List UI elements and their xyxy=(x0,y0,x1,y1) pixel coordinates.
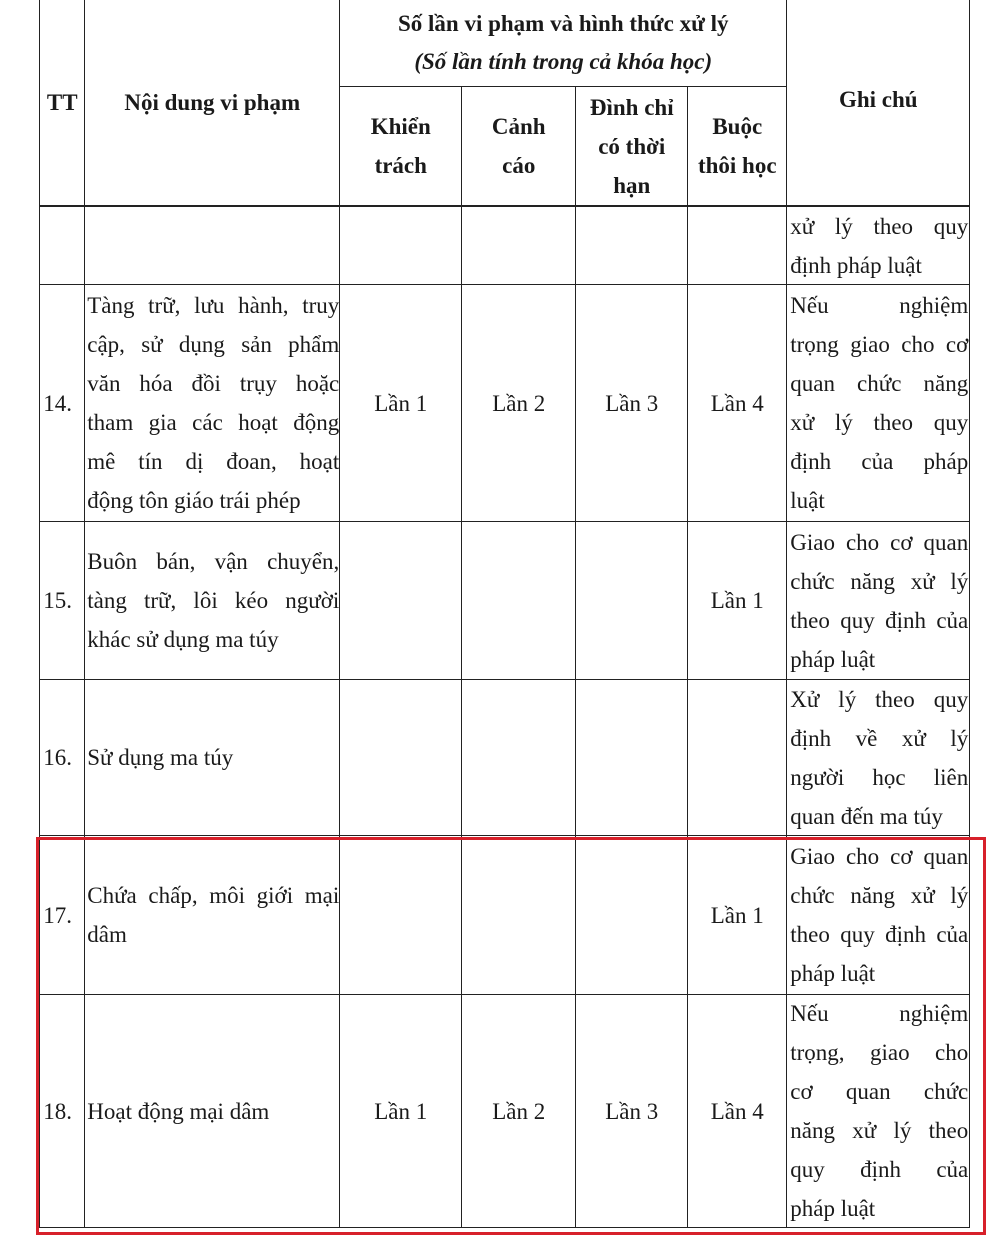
row-content xyxy=(84,206,340,285)
header-group-title: Số lần vi phạm và hình thức xử lý xyxy=(397,11,729,37)
row-note-text xyxy=(790,994,968,1228)
header-penalty-line: có thời xyxy=(598,133,666,159)
penalty-cell xyxy=(575,206,688,285)
row-note-text xyxy=(790,837,968,993)
row-content xyxy=(84,994,340,1228)
header-content: Nội dung vi phạm xyxy=(84,0,340,206)
row-note xyxy=(786,994,970,1228)
penalty-cell: Lần 1 xyxy=(687,521,787,680)
penalty-cell xyxy=(687,679,787,836)
row-number: 15. xyxy=(39,521,85,680)
note-line: quan chức năng xyxy=(790,371,969,397)
row-number: 14. xyxy=(39,284,85,522)
row-content-text xyxy=(87,876,339,954)
header-tt: TT xyxy=(39,0,85,206)
note-line: Giao cho cơ quan xyxy=(790,529,969,555)
row-number xyxy=(39,206,85,285)
content-line: tàng trữ, lôi kéo người xyxy=(87,588,340,614)
row-note-text xyxy=(790,286,968,520)
note-line: xử lý theo quy xyxy=(790,410,969,436)
penalty-cell xyxy=(339,835,462,995)
penalty-cell xyxy=(461,521,576,680)
content-line: cập, sử dụng sản phẩm xyxy=(87,332,340,358)
note-line: định pháp luật xyxy=(790,252,922,278)
note-line: pháp luật xyxy=(790,646,876,672)
note-line: trọng giao cho cơ xyxy=(790,332,969,358)
row-number: 17. xyxy=(39,835,85,995)
row-note-text xyxy=(790,680,968,836)
penalty-cell xyxy=(575,679,688,836)
penalty-cell xyxy=(575,835,688,995)
header-penalty xyxy=(575,86,688,206)
content-line: động tôn giáo trái phép xyxy=(87,488,301,514)
note-line: quan đến ma túy xyxy=(790,803,943,829)
note-line: quy định của xyxy=(790,1157,969,1183)
header-penalty xyxy=(461,86,576,206)
note-line: trọng, giao cho xyxy=(790,1040,969,1066)
penalty-cell xyxy=(461,206,576,285)
penalty-cell xyxy=(575,521,688,680)
header-penalty xyxy=(339,86,462,206)
header-penalty-line: trách xyxy=(374,153,427,179)
penalty-cell xyxy=(461,835,576,995)
penalty-cell: Lần 2 xyxy=(461,994,576,1228)
row-note-text xyxy=(790,207,968,285)
note-line: luật xyxy=(790,488,825,514)
content-line: văn hóa đồi trụy hoặc xyxy=(87,371,340,397)
note-line: Nếu nghiệm xyxy=(790,293,969,319)
note-line: chức năng xử lý xyxy=(790,568,969,594)
content-line: tham gia các hoạt động xyxy=(87,410,340,436)
penalty-cell xyxy=(339,679,462,836)
row-content xyxy=(84,679,340,836)
row-content-text xyxy=(87,1092,339,1131)
note-line: Nếu nghiệm xyxy=(790,1001,969,1027)
header-penalty-line: cáo xyxy=(502,153,536,179)
note-line: cơ quan chức xyxy=(790,1079,969,1105)
row-number: 18. xyxy=(39,994,85,1228)
penalty-cell: Lần 4 xyxy=(687,994,787,1228)
penalty-cell xyxy=(339,521,462,680)
note-line: người học liên xyxy=(790,764,969,790)
content-line: Hoạt động mại dâm xyxy=(87,1098,270,1124)
header-penalty xyxy=(687,86,787,206)
note-line: định về xử lý xyxy=(790,725,969,751)
penalty-cell xyxy=(461,679,576,836)
penalty-cell xyxy=(687,206,787,285)
penalty-cell xyxy=(339,206,462,285)
header-penalty-line: Đình chỉ xyxy=(589,94,674,120)
content-line: Sử dụng ma túy xyxy=(87,745,234,771)
row-note xyxy=(786,679,970,836)
header-group xyxy=(339,0,787,87)
row-content xyxy=(84,284,340,522)
header-penalty-line: hạn xyxy=(613,172,651,198)
penalty-cell: Lần 1 xyxy=(687,835,787,995)
header-penalty-line: Khiển xyxy=(370,114,431,140)
row-note xyxy=(786,206,970,285)
penalty-cell: Lần 1 xyxy=(339,994,462,1228)
content-line: mê tín dị đoan, hoạt xyxy=(87,449,340,475)
row-note xyxy=(786,284,970,522)
header-group-subtitle: (Số lần tính trong cả khóa học) xyxy=(414,49,713,75)
row-content-text xyxy=(87,738,339,777)
note-line: theo quy định của xyxy=(790,607,969,633)
note-line: pháp luật xyxy=(790,1196,876,1222)
content-line: Chứa chấp, môi giới mại xyxy=(87,883,340,909)
note-line: theo quy định của xyxy=(790,922,969,948)
penalty-cell: Lần 3 xyxy=(575,994,688,1228)
header-penalty-line: thôi học xyxy=(697,153,777,179)
header-penalty-line: Buộc xyxy=(712,114,763,140)
row-content-text xyxy=(87,286,339,520)
content-line: dâm xyxy=(87,922,127,948)
content-line: khác sử dụng ma túy xyxy=(87,627,279,653)
penalty-cell: Lần 3 xyxy=(575,284,688,522)
header-penalty-line: Cảnh xyxy=(491,114,546,140)
row-content xyxy=(84,521,340,680)
penalty-cell: Lần 1 xyxy=(339,284,462,522)
content-line: Buôn bán, vận chuyển, xyxy=(87,549,340,575)
row-note xyxy=(786,521,970,680)
note-line: pháp luật xyxy=(790,961,876,987)
row-content-text xyxy=(87,542,339,659)
row-content xyxy=(84,835,340,995)
note-line: định của pháp xyxy=(790,449,969,475)
row-note-text xyxy=(790,523,968,679)
note-line: chức năng xử lý xyxy=(790,883,969,909)
row-number: 16. xyxy=(39,679,85,836)
note-line: năng xử lý theo xyxy=(790,1118,969,1144)
header-note: Ghi chú xyxy=(786,0,970,206)
row-note xyxy=(786,835,970,995)
note-line: Giao cho cơ quan xyxy=(790,844,969,870)
note-line: Xử lý theo quy xyxy=(790,686,969,712)
penalty-cell: Lần 4 xyxy=(687,284,787,522)
note-line: xử lý theo quy xyxy=(790,213,969,239)
content-line: Tàng trữ, lưu hành, truy xyxy=(87,293,340,319)
penalty-cell: Lần 2 xyxy=(461,284,576,522)
